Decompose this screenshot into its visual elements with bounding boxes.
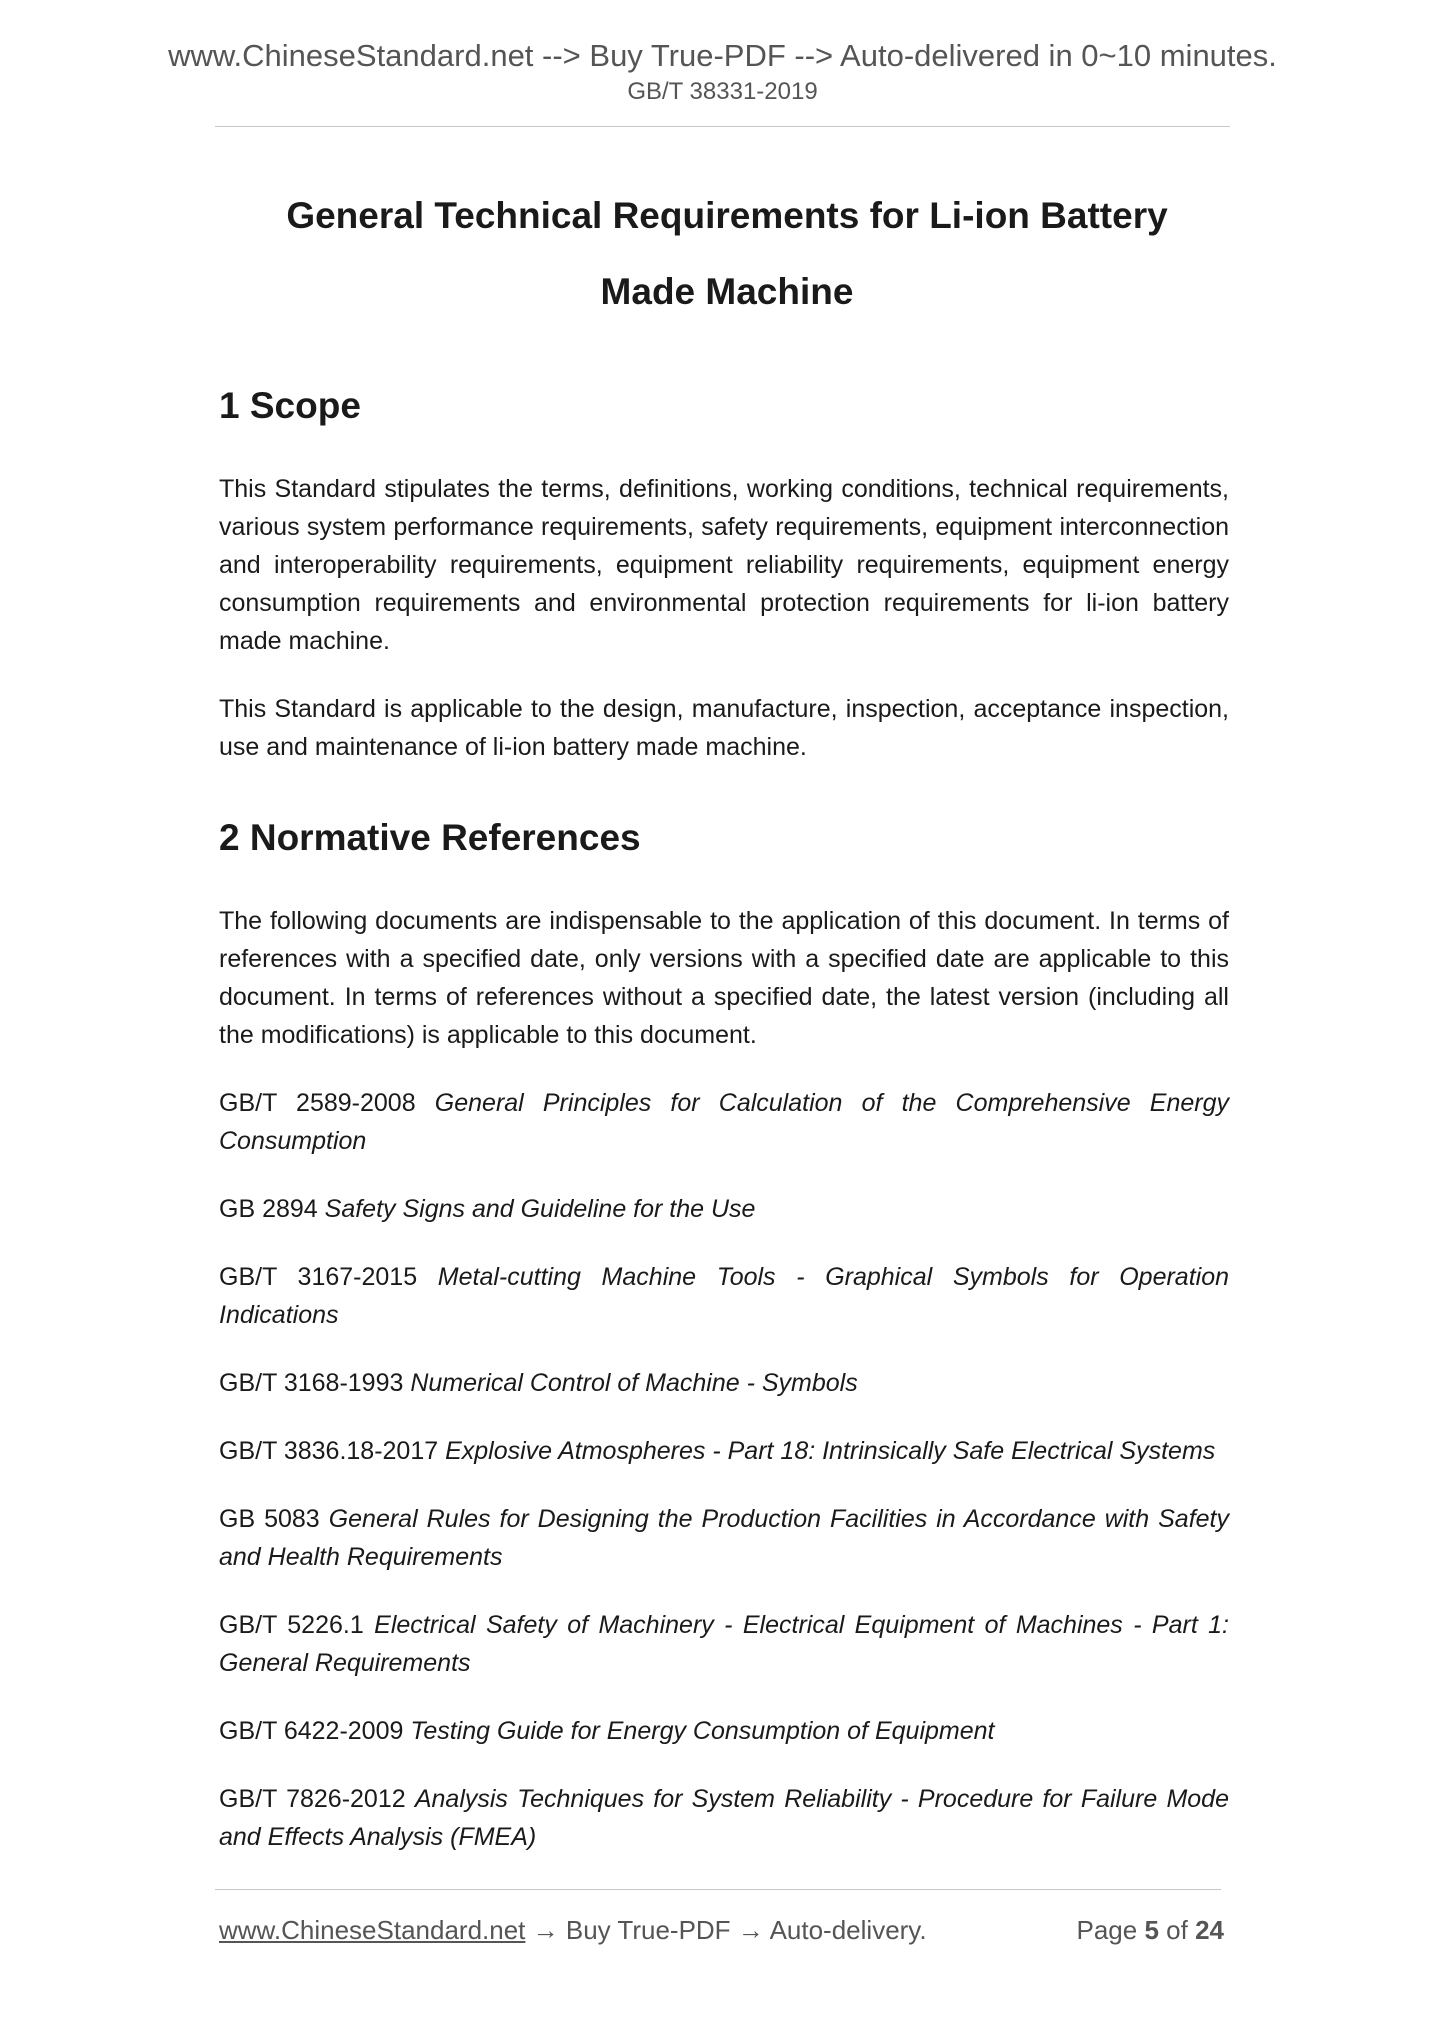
reference-title: General Principles for Calculation of the Comprehensive Energy Consumption (219, 1089, 1229, 1155)
reference-code: GB/T 3836.18-2017 (219, 1437, 439, 1465)
footer-tagline: → Buy True-PDF → Auto-delivery. (525, 1915, 927, 1945)
reference-code: GB/T 3167-2015 (219, 1263, 418, 1291)
reference-item (219, 1432, 1229, 1470)
scope-paragraph: This Standard stipulates the terms, definitions, working conditions, technical requirements, various system performance requirements, safety requirements, equipment interconnection and interoperability requirements, equipment reliability requirements, equipment energy consumption requirements and environmental protection requirements for li-ion battery made machine. (219, 475, 1229, 655)
scope-paragraph: This Standard is applicable to the design, manufacture, inspection, acceptance inspection, use and maintenance of li-ion battery made machine. (219, 695, 1229, 761)
document-number: GB/T 38331-2019 (627, 78, 818, 105)
page-label: Page (1076, 1915, 1138, 1945)
page-footer (219, 1913, 1224, 1947)
reference-title: Testing Guide for Energy Consumption of Equipment (410, 1717, 995, 1745)
section-heading-scope: 1 Scope (219, 385, 361, 426)
reference-code: GB 5083 (219, 1505, 320, 1533)
document-title (219, 178, 1229, 330)
reference-title: Safety Signs and Guideline for the Use (324, 1195, 756, 1223)
reference-title: Numerical Control of Machine - Symbols (410, 1369, 858, 1397)
reference-code: GB/T 2589-2008 (219, 1089, 416, 1117)
page-current: 5 (1144, 1915, 1159, 1945)
reference-item (219, 1606, 1229, 1682)
reference-item (219, 1780, 1229, 1856)
reference-title: Analysis Techniques for System Reliability - Procedure for Failure Mode and Effects Analysis (FMEA) (219, 1785, 1229, 1851)
reference-item (219, 1258, 1229, 1334)
page-total: 24 (1195, 1915, 1224, 1945)
document-body (219, 178, 1229, 1856)
reference-item (219, 1190, 1229, 1228)
reference-code: GB/T 5226.1 (219, 1611, 364, 1639)
reference-code: GB/T 3168-1993 (219, 1369, 404, 1397)
page-number (1076, 1913, 1224, 1947)
normative-intro-paragraph: The following documents are indispensable to the application of this document. In terms of references with a specified date, only versions with a specified date are applicable to this document. In terms of references without a specified date, the latest version (including all the modifications) is applicable to this document. (219, 907, 1229, 1049)
reference-code: GB 2894 (219, 1195, 318, 1223)
reference-item (219, 1084, 1229, 1160)
reference-code: GB/T 6422-2009 (219, 1717, 404, 1745)
page-of: of (1166, 1915, 1188, 1945)
footer-left (219, 1913, 927, 1947)
footer-divider (215, 1889, 1221, 1890)
section-heading-normative-references: 2 Normative References (219, 817, 641, 858)
reference-item (219, 1500, 1229, 1576)
reference-item (219, 1712, 1229, 1750)
footer-site-link[interactable]: www.ChineseStandard.net (219, 1915, 526, 1945)
header-divider (215, 126, 1230, 127)
reference-title: General Rules for Designing the Production Facilities in Accordance with Safety and Health Requirements (219, 1505, 1230, 1571)
reference-code: GB/T 7826-2012 (219, 1785, 406, 1813)
reference-item (219, 1364, 1229, 1402)
title-line-2: Made Machine (600, 271, 854, 312)
reference-title: Electrical Safety of Machinery - Electrical Equipment of Machines - Part 1: General Requirements (219, 1611, 1229, 1677)
reference-title: Explosive Atmospheres - Part 18: Intrinsically Safe Electrical Systems (445, 1437, 1216, 1465)
reference-title: Metal-cutting Machine Tools - Graphical Symbols for Operation Indications (219, 1263, 1230, 1329)
title-line-1: General Technical Requirements for Li-ion Battery (286, 195, 1168, 236)
header-banner: www.ChineseStandard.net --> Buy True-PDF --> Auto-delivered in 0~10 minutes. (168, 38, 1277, 73)
